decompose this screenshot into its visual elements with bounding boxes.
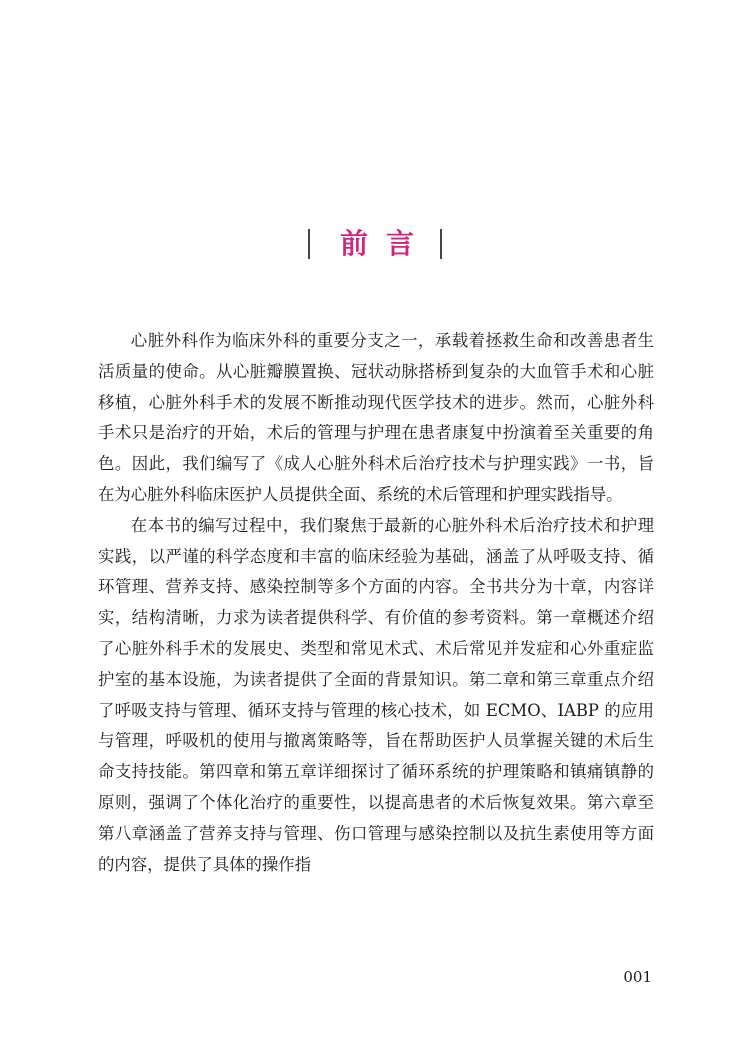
paragraph-2: 在本书的编写过程中，我们聚焦于最新的心脏外科术后治疗技术和护理实践，以严谨的科学态度和丰富的临床经验为基础，涵盖了从呼吸支持、循环管理、营养支持、感染控制等多个方面的内容。全书共分为十章，内容详实，结构清晰，力求为读者提供科学、有价值的参考资料。第一章概述介绍了心脏外科手术的发展史、类型和常见术式、术后常见并发症和心外重症监护室的基本设施，为读者提供了全面的背景知识。第二章和第三章重点介绍了呼吸支持与管理、循环支持与管理的核心技术，如 ECMO、IABP 的应用与管理，呼吸机的使用与撤离策略等，旨在帮助医护人员掌握关键的术后生命支持技能。第四章和第五章详细探讨了循环系统的护理策略和镇痛镇静的原则，强调了个体化治疗的重要性，以提高患者的术后恢复效果。第六章至第八章涵盖了营养支持与管理、伤口管理与感染控制以及抗生素使用等方面的内容，提供了具体的操作指 xyxy=(98,515,654,874)
paragraph-1: 心脏外科作为临床外科的重要分支之一，承载着拯救生命和改善患者生活质量的使命。从心脏瓣膜置换、冠状动脉搭桥到复杂的大血管手术和心脏移植，心脏外科手术的发展不断推动现代医学技术的进步。然而，心脏外科手术只是治疗的开始，术后的管理与护理在患者康复中扮演着至关重要的角色。因此，我们编写了《成人心脏外科术后治疗技术与护理实践》一书，旨在为心脏外科临床医护人员提供全面、系统的术后管理和护理实践指导。 xyxy=(98,331,654,504)
page-title: 前言 xyxy=(339,227,432,260)
page-number: 001 xyxy=(623,968,652,986)
heading-right-bar xyxy=(440,229,442,259)
preface-body xyxy=(98,326,654,880)
heading-left-bar xyxy=(308,229,310,259)
preface-heading xyxy=(0,222,750,266)
